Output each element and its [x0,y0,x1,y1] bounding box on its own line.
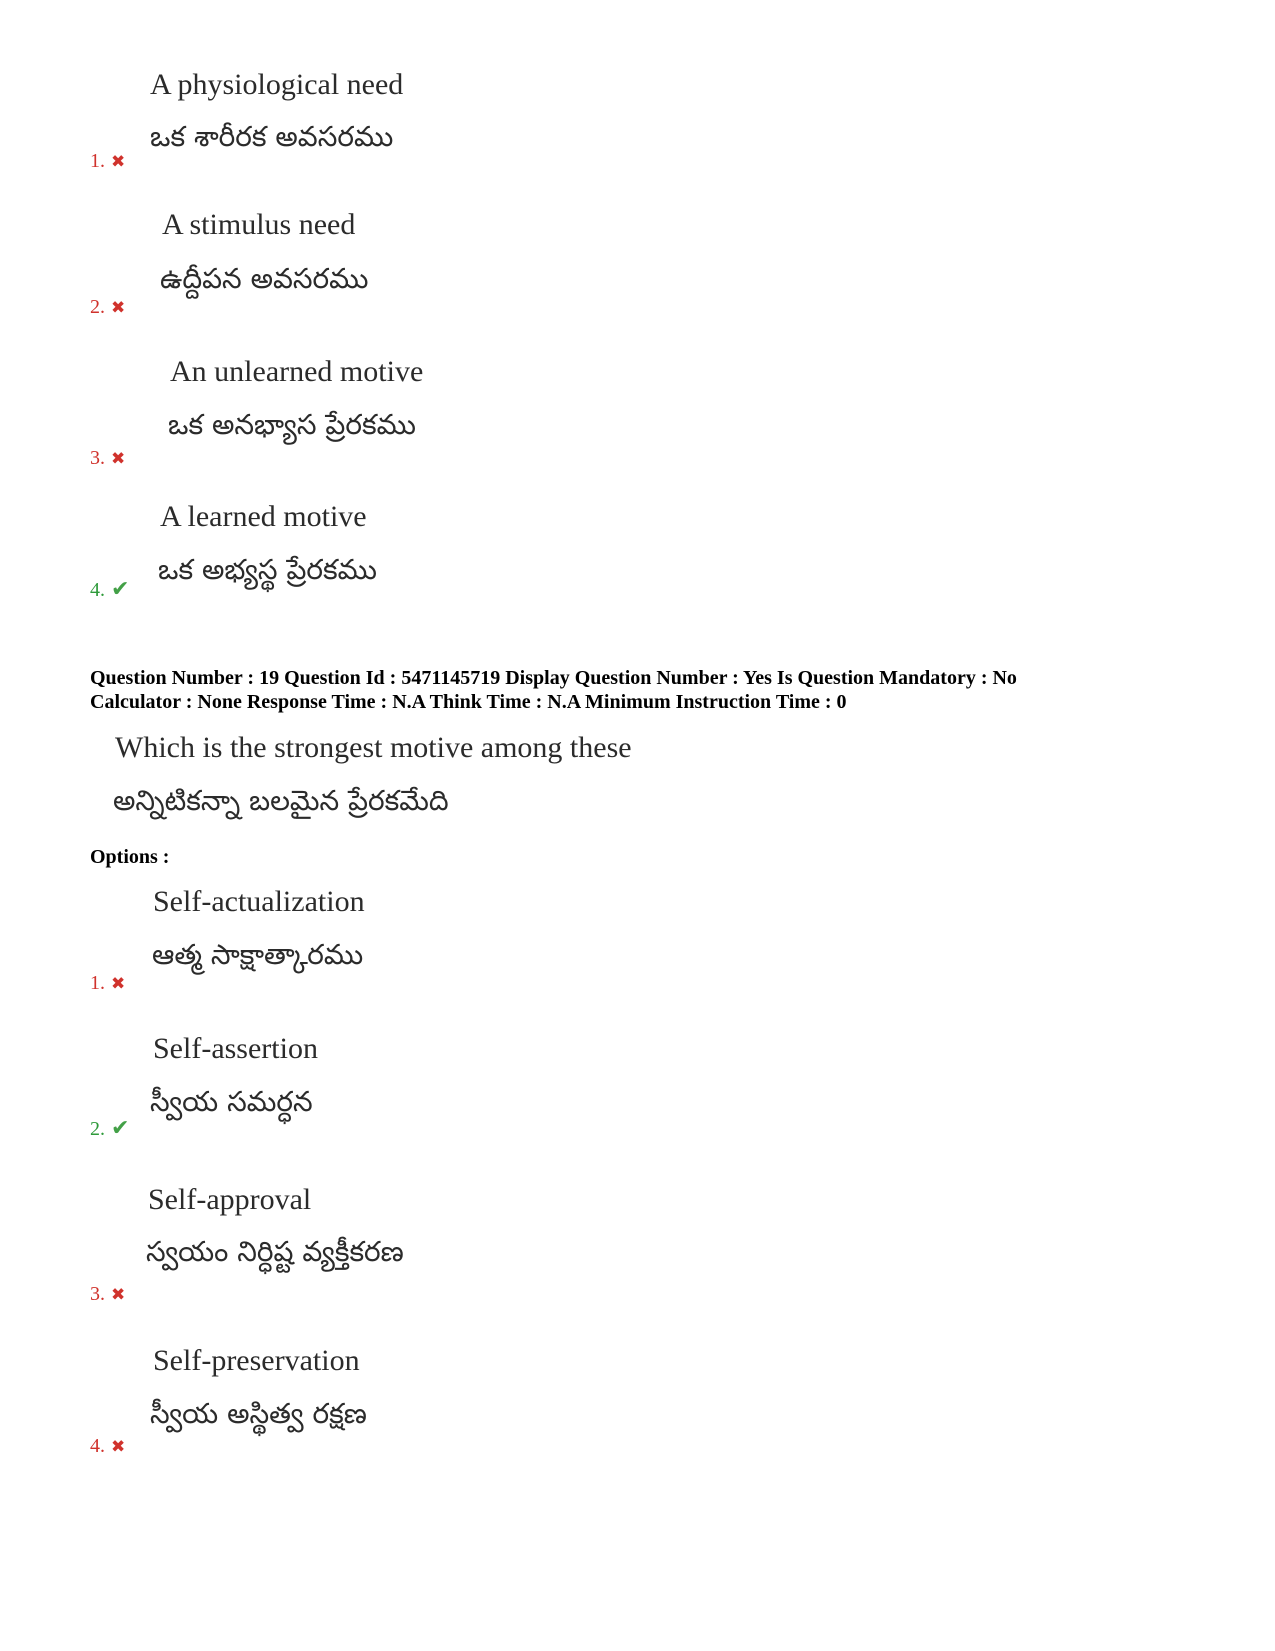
options-label: Options : [90,846,170,868]
option-text-te: ఉద్దీపన అవసరము [160,262,369,295]
option-number: 2. ✖ [90,296,126,318]
question-meta-line-1: Question Number : 19 Question Id : 5471145719 Display Question Number : Yes Is Question Mandatory : No [90,667,1017,689]
option-number: 1. ✖ [90,150,126,172]
checkmark-icon: ✔ [111,576,130,601]
question-meta-line-2: Calculator : None Response Time : N.A Think Time : N.A Minimum Instruction Time : 0 [90,691,847,713]
option-text-en: Self-assertion [153,1032,318,1065]
option-text-te: ఒక అభ్యస్థ ప్రేరకము [158,553,377,586]
cross-icon: ✖ [111,449,126,468]
option-number: 3. ✖ [90,447,126,469]
cross-icon: ✖ [111,298,126,317]
option-text-te: స్వీయ సమర్ధన [150,1085,313,1118]
cross-icon: ✖ [111,1285,126,1304]
option-text-te: ఆత్మ సాక్షాత్కారము [152,938,364,971]
option-number: 1. ✖ [90,972,126,994]
option-text-en: Self-actualization [153,885,365,918]
option-text-en: A stimulus need [162,208,356,241]
option-text-te: స్వయం నిర్ధిష్ట వ్యక్తీకరణ [146,1235,404,1268]
cross-icon: ✖ [111,974,126,993]
option-text-en: A physiological need [150,68,404,101]
question-text-en: Which is the strongest motive among these [115,731,632,764]
cross-icon: ✖ [111,1437,126,1456]
option-number: 2. ✔ [90,1115,130,1140]
question-text-te: అన్నిటికన్నా బలమైన ప్రేరకమేది [113,784,449,817]
option-number: 4. ✔ [90,576,130,601]
cross-icon: ✖ [111,152,126,171]
option-text-en: Self-preservation [153,1344,360,1377]
option-text-te: ఒక శారీరక అవసరము [150,120,394,153]
option-text-en: An unlearned motive [170,355,424,388]
option-text-te: ఒక అనభ్యాస ప్రేరకము [168,408,416,441]
option-number: 3. ✖ [90,1283,126,1305]
option-text-en: A learned motive [160,500,367,533]
option-text-te: స్వీయ అస్థిత్వ రక్షణ [150,1397,367,1430]
option-number: 4. ✖ [90,1435,126,1457]
option-text-en: Self-approval [148,1183,312,1216]
checkmark-icon: ✔ [111,1115,130,1140]
